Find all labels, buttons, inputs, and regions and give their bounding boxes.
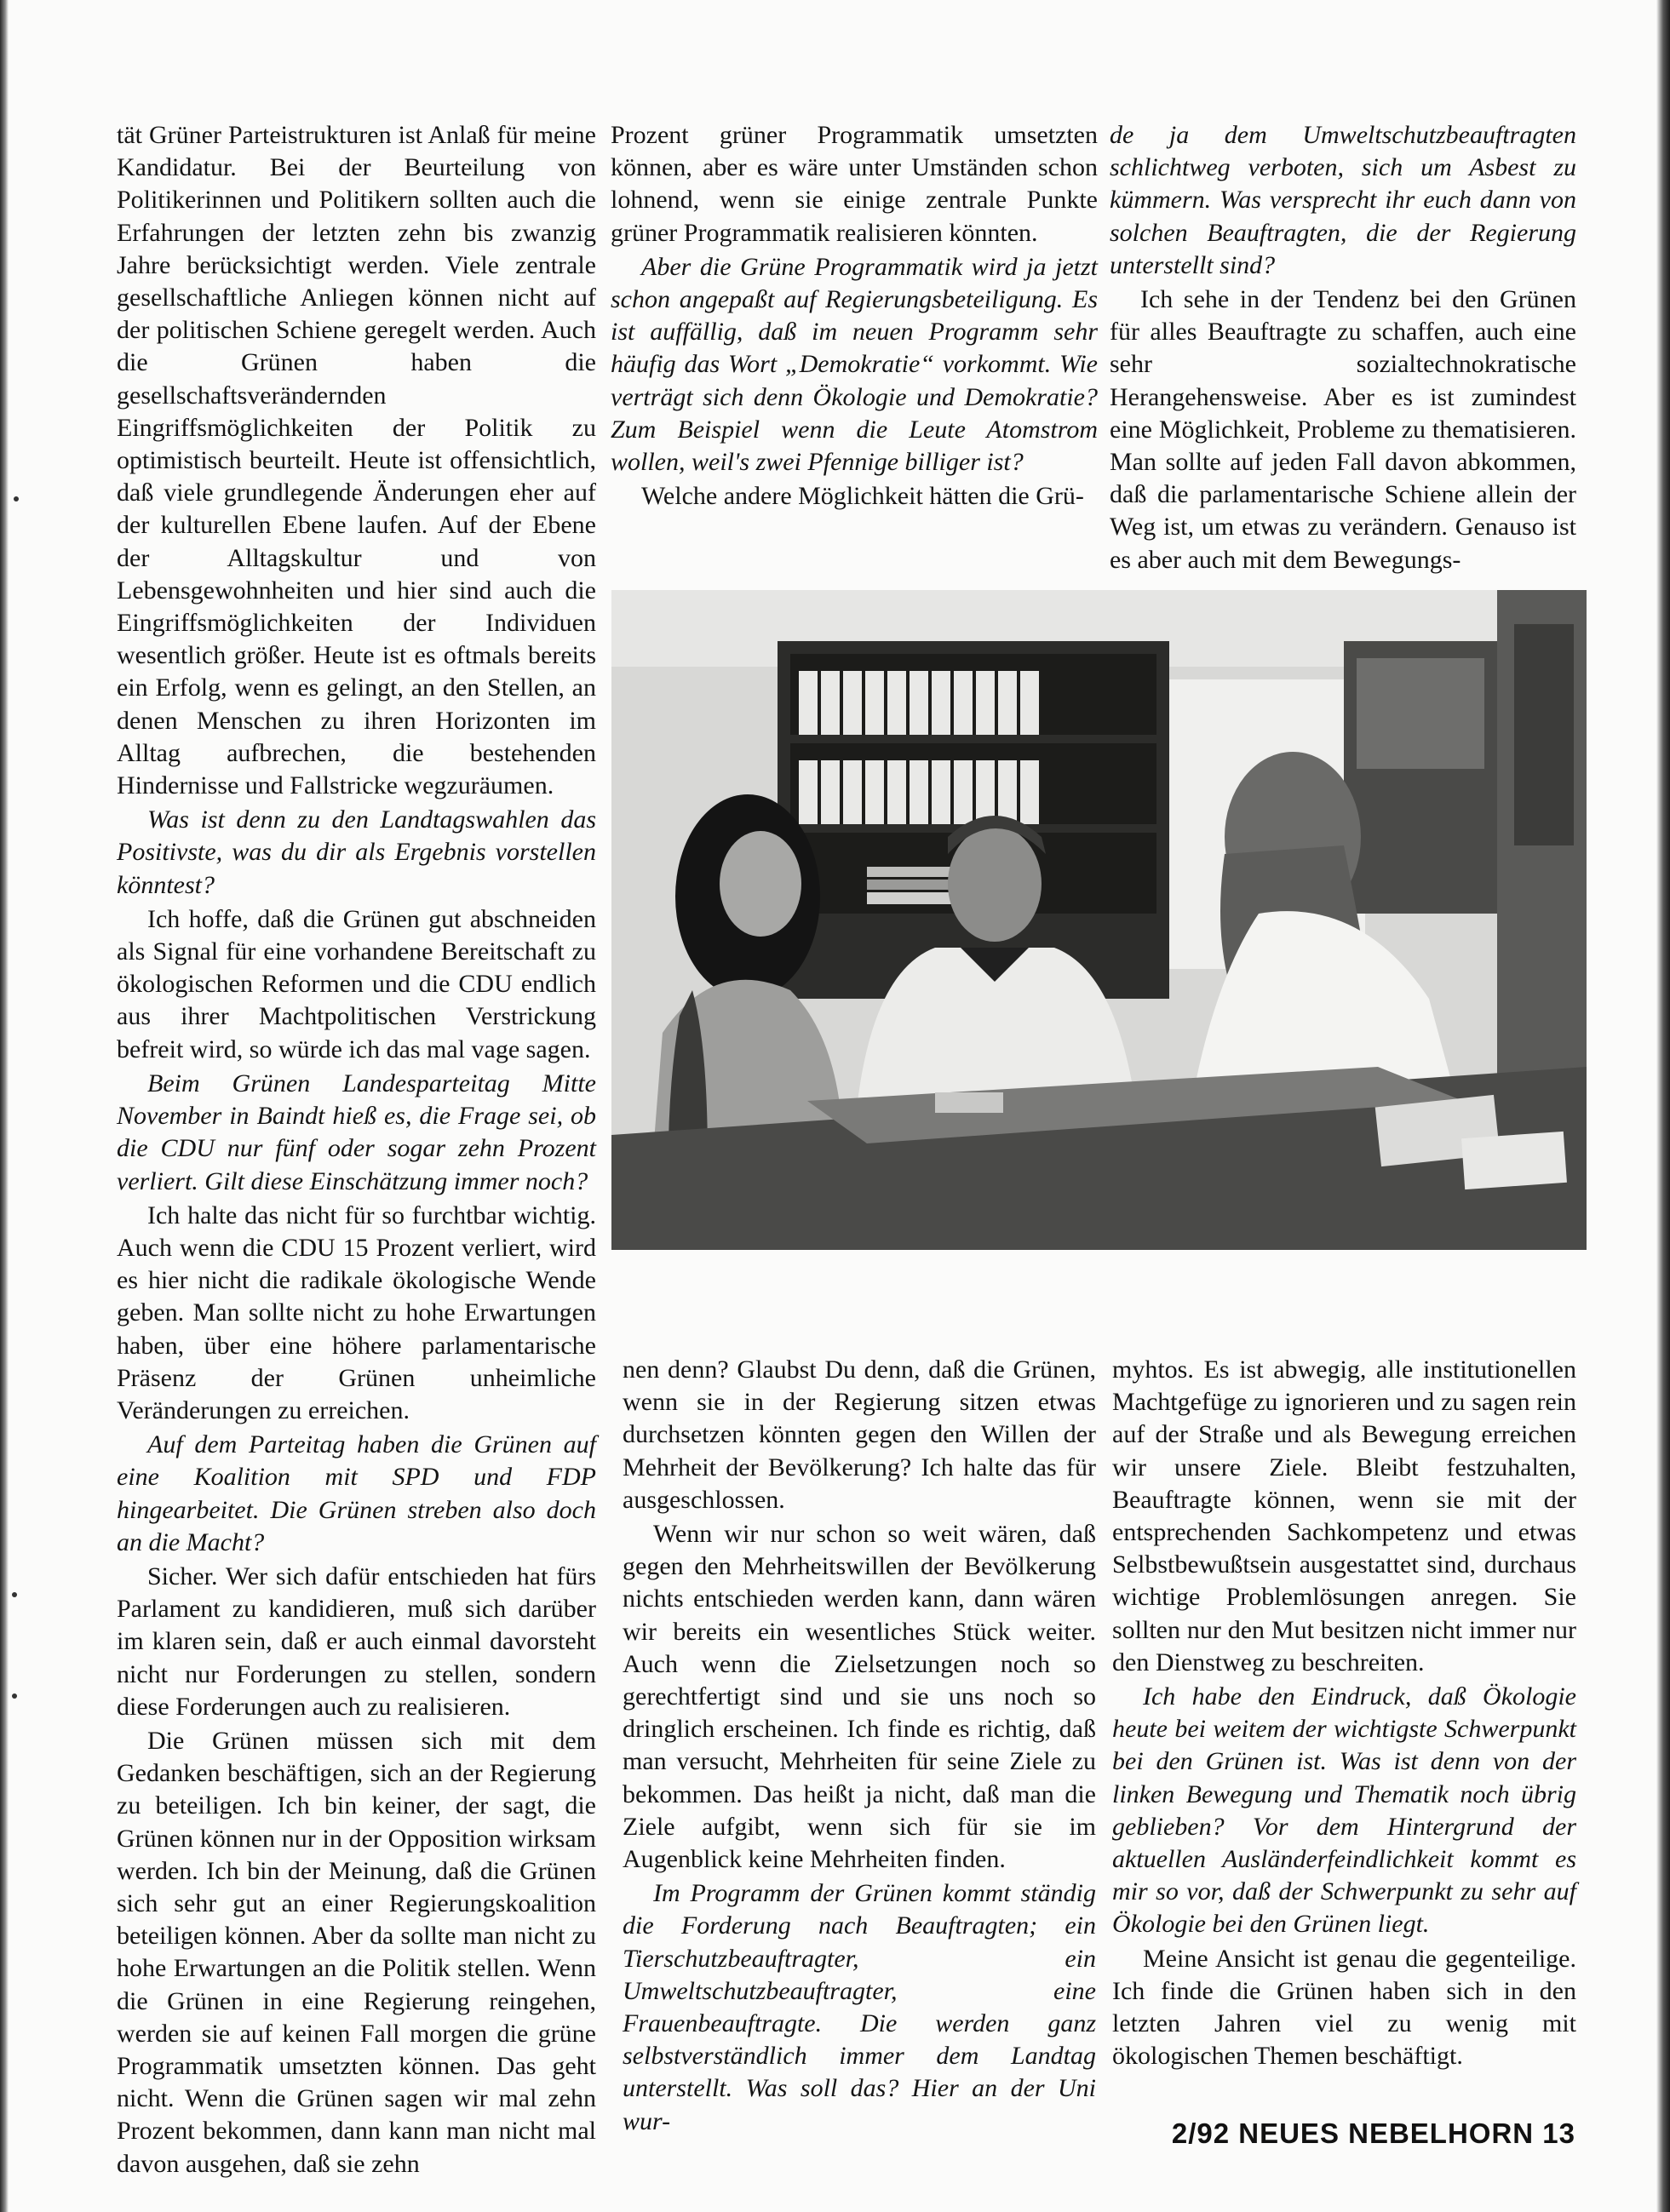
paragraph: Ich sehe in der Tendenz bei den Grünen für alles Beauftragte zu schaffen, auch eine sehr sozialtechnokratische Herangehensweise. Aber es ist zumindest eine Möglichkeit, Probleme zu thematisieren. Man sollte auf jeden Fall davon abkommen, daß die parlamentarische Schiene allein der Weg ist, um etwas zu verändern. Genauso ist es aber auch mit dem Bewegungs-: [1110, 285, 1576, 574]
bookshelf: [778, 641, 1169, 999]
paragraph: Sicher. Wer sich dafür entschieden hat fürs Parlament zu kandidieren, muß sich darüber im klaren sein, daß er auch einmal davorsteht nicht nur Forderungen zu stellen, sondern diese Forderungen auch zu realisieren.: [117, 1562, 596, 1721]
scan-right-edge: [1656, 0, 1670, 2212]
page-footer: 2/92 NEUES NEBELHORN 13: [1171, 2117, 1575, 2149]
scan-speck: [14, 496, 19, 501]
interview-question: Auf dem Parteitag haben die Grünen auf eine Koalition mit SPD und FDP hingearbeitet. Die Grünen streben also doch an die Macht?: [117, 1430, 596, 1556]
column-3-bottom: [1112, 1354, 1576, 2071]
interview-question: Beim Grünen Landesparteitag Mitte November in Baindt hieß es, die Frage sei, ob die CDU nur fünf oder sogar zehn Prozent verliert. Gilt diese Einschätzung immer noch?: [117, 1069, 596, 1195]
interview-question: Was ist denn zu den Landtagswahlen das Positivste, was du dir als Ergebnis vorstellen könntest?: [117, 805, 596, 899]
scan-speck: [12, 1592, 17, 1597]
column-1: [117, 119, 596, 2178]
photo-illustration: [611, 590, 1587, 1250]
paragraph: Ich halte das nicht für so furchtbar wichtig. Auch wenn die CDU 15 Prozent verliert, wird es hier nicht die radikale ökologische Wende geben. Man sollte nicht zu hohe Erwartungen haben, über eine höhere parlamentarische Präsenz der Grünen unheimliche Veränderungen zu erreichen.: [117, 1201, 596, 1424]
scan-left-edge: [0, 0, 9, 2212]
paragraph: Ich hoffe, daß die Grünen gut abschneiden als Signal für eine vorhandene Bereitschaft zu ökologischen Reformen und die CDU endlich aus ihrer Machtpolitischen Verstrickung befreit wird, so würde ich das mal vage sagen.: [117, 904, 596, 1063]
interview-question: de ja dem Umweltschutzbeauftragten schlichtweg verboten, sich um Asbest zu kümmern. Was versprecht ihr euch dann von solchen Beauftragten, die der Regierung unterstellt sind?: [1110, 121, 1576, 279]
interview-photo: [611, 590, 1587, 1250]
column-2-bottom: [623, 1354, 1096, 2135]
interview-question: Im Programm der Grünen kommt ständig die Forderung nach Beauftragten; ein Tierschutzbeauftragter, ein Umweltschutzbeauftragter, eine Frauenbeauftragte. Die werden ganz selbstverständlich immer dem Landtag unterstellt. Was soll das? Hier an der Uni wur-: [623, 1879, 1096, 2135]
scan-speck: [12, 1693, 17, 1699]
interview-question: Aber die Grüne Programmatik wird ja jetzt schon angepaßt auf Regierungsbeteiligung. Es ist auffällig, daß im neuen Programm sehr häufig das Wort „Demokratie“ vorkommt. Wie verträgt sich denn Ökologie und Demokratie? Zum Beispiel wenn die Leute Atomstrom wollen, weil's zwei Pfennige billiger ist?: [611, 252, 1098, 477]
paragraph: Welche andere Möglichkeit hätten die Grü-: [641, 482, 1084, 511]
column-2-top: [611, 119, 1098, 515]
paragraph: nen denn? Glaubst Du denn, daß die Grünen, wenn sie in der Regierung sitzen etwas durchsetzen könnten gegen den Willen der Mehrheit der Bevölkerung? Ich halte das für ausgeschlossen.: [623, 1355, 1096, 1514]
column-3-top: [1110, 119, 1576, 574]
paragraph: Prozent grüner Programmatik umsetzten können, aber es wäre unter Umständen schon lohnend, wenn sie einige zentrale Punkte grüner Programmatik realisieren könnten.: [611, 121, 1098, 247]
interview-question: Ich habe den Eindruck, daß Ökologie heute bei weitem der wichtigste Schwerpunkt bei den Grünen ist. Was ist denn von der linken Bewegung und Thematik noch übrig geblieben? Vor dem Hintergrund der aktuellen Ausländerfeindlichkeit kommt es mir so vor, daß der Schwerpunkt zu sehr auf Ökologie bei den Grünen liegt.: [1112, 1682, 1576, 1939]
paragraph: myhtos. Es ist abwegig, alle institutionellen Machtgefüge zu ignorieren und zu sagen rein auf der Straße und als Bewegung erreichen wir unsere Ziele. Bleibt festzuhalten, Beauftragte können, wenn sie mit der entsprechenden Sachkompetenz und etwas Selbstbewußtsein ausgestattet sind, durchaus wichtige Problemlösungen anregen. Sie sollten nur den Mut besitzen nicht immer nur den Dienstweg zu beschreiten.: [1112, 1355, 1576, 1676]
paragraph: Die Grünen müssen sich mit dem Gedanken beschäftigen, sich an der Regierung zu beteiligen. Ich bin keiner, der sagt, die Grünen können nur in der Opposition wirksam werden. Ich bin der Meinung, daß die Grünen sich sehr gut an einer Regierungskoalition beteiligen können. Aber da sollte man nicht zu hohe Erwartungen an die Politik stellen. Wenn die Grünen in eine Regierung reingehen, werden sie auf keinen Fall morgen die grüne Programmatik umsetzten können. Das geht nicht. Wenn die Grünen sagen wir mal zehn Prozent bekommen, dann kann man nicht mal davon ausgehen, daß sie zehn: [117, 1726, 596, 2178]
paragraph: tät Grüner Parteistrukturen ist Anlaß für meine Kandidatur. Bei der Beurteilung von Politikerinnen und Politikern sollten auch die Erfahrungen der letzten zehn bis zwanzig Jahre berücksichtigt werden. Viele zentrale gesellschaftliche Anliegen können nicht auf der politischen Schiene geregelt werden. Auch die Grünen haben die gesellschaftsverändernden Eingriffsmöglichkeiten der Politik zu optimistisch beurteilt. Heute ist offensichtlich, daß viele grundlegende Änderungen eher auf der kulturellen Ebene laufen. Auf der Ebene der Alltagskultur und von Lebensgewohnheiten und hier sind auch die Eingriffsmöglichkeiten der Individuen wesentlich größer. Heute ist es oftmals bereits ein Erfolg, wenn es gelingt, an den Stellen, an denen Menschen zu ihren Horizonten im Alltag aufbrechen, die bestehenden Hindernisse und Fallstricke wegzuräumen.: [117, 121, 596, 800]
paragraph: Meine Ansicht ist genau die gegenteilige. Ich finde die Grünen haben sich in den letzten Jahren viel zu wenig mit ökologischen Themen beschäftigt.: [1112, 1944, 1576, 2071]
paragraph: Wenn wir nur schon so weit wären, daß gegen den Mehrheitswillen der Bevölkerung nichts entschieden werden kann, dann wären wir bereits ein wesentliches Stück weiter. Auch wenn die Zielsetzungen noch so gerechtfertigt sind und sie uns noch so dringlich erscheinen. Ich finde es richtig, daß man versucht, Mehrheiten für seine Ziele zu bekommen. Das heißt ja nicht, daß man die Ziele aufgibt, wenn sich für sie im Augenblick keine Mehrheiten finden.: [623, 1520, 1096, 1874]
